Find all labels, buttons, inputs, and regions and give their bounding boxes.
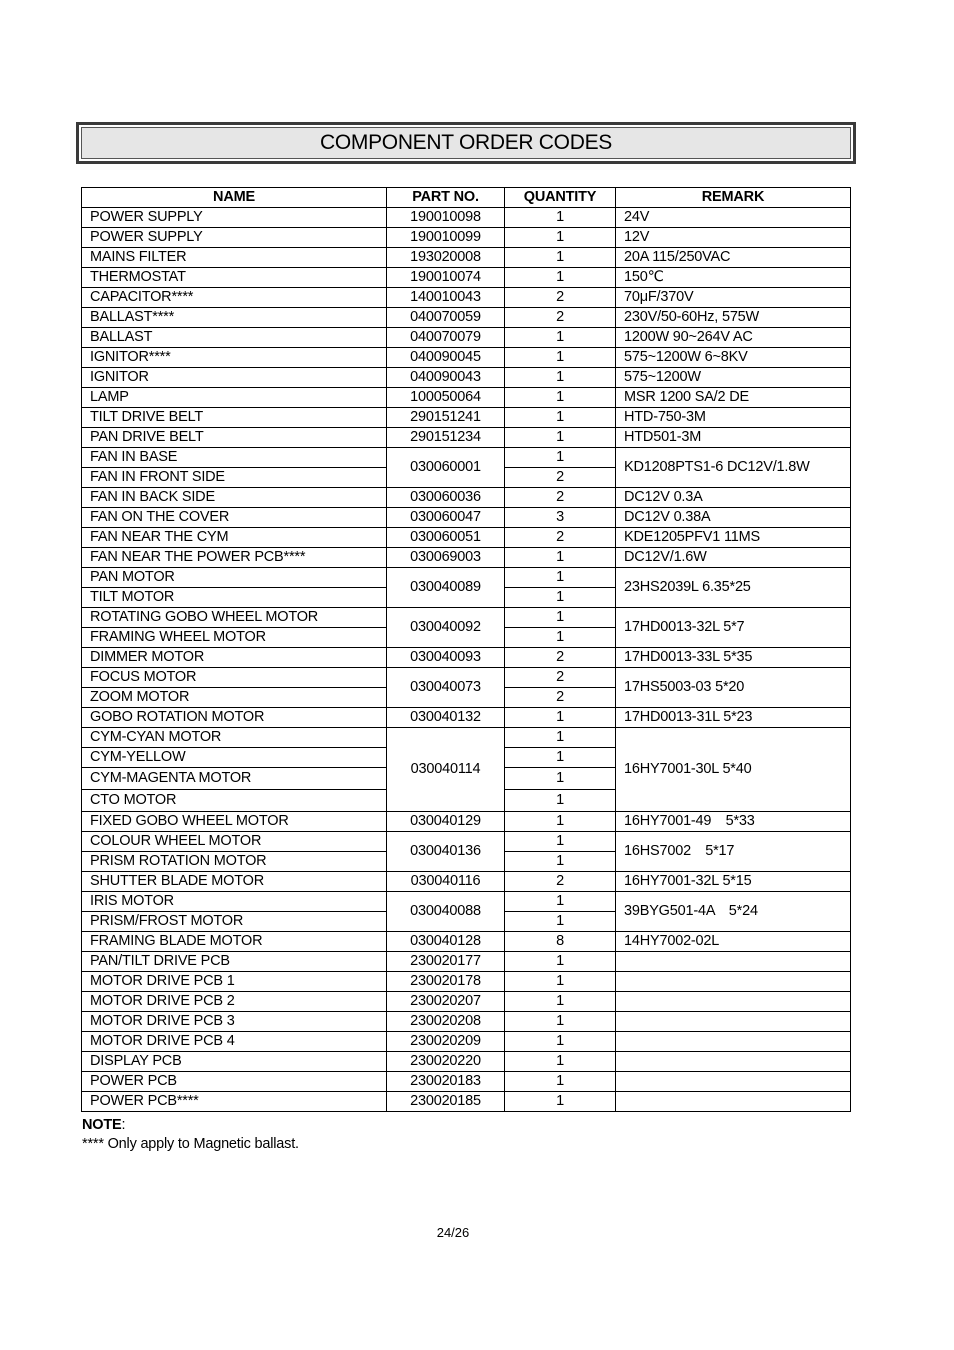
cell-part-no: 190010099	[387, 228, 505, 248]
cell-part-no: 040070079	[387, 328, 505, 348]
cell-part-no: 230020183	[387, 1072, 505, 1092]
cell-remark: 20A 115/250VAC	[616, 248, 851, 268]
cell-part-no: 030040116	[387, 872, 505, 892]
cell-name: IGNITOR****	[82, 348, 387, 368]
cell-name: DISPLAY PCB	[82, 1052, 387, 1072]
table-row	[82, 1012, 851, 1032]
cell-quantity: 1	[505, 972, 616, 992]
cell-remark: 24V	[616, 208, 851, 228]
cell-name: CYM-MAGENTA MOTOR	[82, 768, 387, 790]
table-row	[82, 268, 851, 288]
note-heading	[82, 1116, 299, 1135]
cell-quantity: 8	[505, 932, 616, 952]
cell-name: FAN ON THE COVER	[82, 508, 387, 528]
note-colon: :	[121, 1117, 126, 1133]
table-row	[82, 308, 851, 328]
cell-part-no: 230020207	[387, 992, 505, 1012]
table-row	[82, 408, 851, 428]
table-row	[82, 368, 851, 388]
cell-name: FAN IN BACK SIDE	[82, 488, 387, 508]
cell-part-no: 230020209	[387, 1032, 505, 1052]
note-text: **** Only apply to Magnetic ballast.	[82, 1136, 299, 1152]
page-number: 24/26	[436, 1225, 470, 1240]
cell-part-no: 290151241	[387, 408, 505, 428]
cell-name: POWER SUPPLY	[82, 228, 387, 248]
cell-quantity: 1	[505, 328, 616, 348]
cell-quantity: 1	[505, 708, 616, 728]
cell-part-no: 030060001	[387, 448, 505, 488]
cell-quantity: 2	[505, 308, 616, 328]
cell-remark: 16HY7001-49 5*33	[616, 812, 851, 832]
cell-name: ROTATING GOBO WHEEL MOTOR	[82, 608, 387, 628]
component-table	[81, 187, 851, 1112]
cell-part-no: 030040088	[387, 892, 505, 932]
table-row	[82, 1092, 851, 1112]
cell-remark: KD1208PTS1-6 DC12V/1.8W	[616, 448, 851, 488]
table-row	[82, 668, 851, 688]
cell-name: POWER SUPPLY	[82, 208, 387, 228]
cell-name: PAN/TILT DRIVE PCB	[82, 952, 387, 972]
cell-part-no: 230020178	[387, 972, 505, 992]
table-row	[82, 1072, 851, 1092]
cell-quantity: 1	[505, 1052, 616, 1072]
cell-quantity: 1	[505, 448, 616, 468]
cell-part-no: 230020208	[387, 1012, 505, 1032]
cell-quantity: 1	[505, 228, 616, 248]
cell-quantity: 1	[505, 728, 616, 748]
header-part-no: PART NO.	[387, 188, 505, 208]
cell-name: MOTOR DRIVE PCB 4	[82, 1032, 387, 1052]
cell-name: TILT DRIVE BELT	[82, 408, 387, 428]
cell-quantity: 1	[505, 892, 616, 912]
cell-remark: 16HY7001-32L 5*15	[616, 872, 851, 892]
table-row	[82, 428, 851, 448]
cell-part-no: 030040114	[387, 728, 505, 812]
cell-name: PRISM/FROST MOTOR	[82, 912, 387, 932]
cell-part-no: 040090043	[387, 368, 505, 388]
cell-remark	[616, 1072, 851, 1092]
cell-remark: 575~1200W	[616, 368, 851, 388]
table-row	[82, 248, 851, 268]
cell-part-no: 030040136	[387, 832, 505, 872]
cell-name: BALLAST****	[82, 308, 387, 328]
table-row	[82, 228, 851, 248]
cell-name: POWER PCB	[82, 1072, 387, 1092]
cell-part-no: 030069003	[387, 548, 505, 568]
table-row	[82, 608, 851, 628]
cell-name: FRAMING BLADE MOTOR	[82, 932, 387, 952]
cell-part-no: 140010043	[387, 288, 505, 308]
cell-remark	[616, 992, 851, 1012]
table-row	[82, 508, 851, 528]
cell-remark: 70μF/370V	[616, 288, 851, 308]
cell-name: CTO MOTOR	[82, 790, 387, 812]
cell-remark: 23HS2039L 6.35*25	[616, 568, 851, 608]
cell-name: MOTOR DRIVE PCB 3	[82, 1012, 387, 1032]
cell-remark	[616, 952, 851, 972]
cell-part-no: 030060047	[387, 508, 505, 528]
cell-name: DIMMER MOTOR	[82, 648, 387, 668]
cell-name: FAN NEAR THE POWER PCB****	[82, 548, 387, 568]
title-box	[76, 122, 856, 164]
cell-quantity: 2	[505, 872, 616, 892]
table-row	[82, 288, 851, 308]
table-row	[82, 208, 851, 228]
cell-remark: KDE1205PFV1 11MS	[616, 528, 851, 548]
cell-part-no: 030060036	[387, 488, 505, 508]
cell-part-no: 230020220	[387, 1052, 505, 1072]
page-title: COMPONENT ORDER CODES	[81, 127, 851, 159]
cell-quantity: 2	[505, 488, 616, 508]
cell-quantity: 2	[505, 668, 616, 688]
table-row	[82, 708, 851, 728]
cell-quantity: 1	[505, 548, 616, 568]
cell-part-no: 100050064	[387, 388, 505, 408]
cell-name: ZOOM MOTOR	[82, 688, 387, 708]
cell-part-no: 190010074	[387, 268, 505, 288]
cell-quantity: 1	[505, 768, 616, 790]
cell-remark: HTD501-3M	[616, 428, 851, 448]
table-row	[82, 992, 851, 1012]
cell-name: CAPACITOR****	[82, 288, 387, 308]
cell-quantity: 1	[505, 1092, 616, 1112]
cell-name: FOCUS MOTOR	[82, 668, 387, 688]
cell-quantity: 1	[505, 348, 616, 368]
cell-quantity: 1	[505, 832, 616, 852]
cell-part-no: 030040092	[387, 608, 505, 648]
cell-name: PAN MOTOR	[82, 568, 387, 588]
cell-name: MOTOR DRIVE PCB 1	[82, 972, 387, 992]
header-name: NAME	[82, 188, 387, 208]
cell-remark: 575~1200W 6~8KV	[616, 348, 851, 368]
cell-quantity: 1	[505, 952, 616, 972]
cell-remark: DC12V 0.3A	[616, 488, 851, 508]
table-row	[82, 728, 851, 748]
table-row	[82, 872, 851, 892]
table-row	[82, 528, 851, 548]
cell-quantity: 1	[505, 588, 616, 608]
table-row	[82, 488, 851, 508]
cell-quantity: 1	[505, 408, 616, 428]
cell-quantity: 1	[505, 368, 616, 388]
cell-remark: 16HS7002 5*17	[616, 832, 851, 872]
cell-name: FIXED GOBO WHEEL MOTOR	[82, 812, 387, 832]
cell-part-no: 040070059	[387, 308, 505, 328]
cell-quantity: 2	[505, 648, 616, 668]
cell-quantity: 2	[505, 468, 616, 488]
cell-name: FAN NEAR THE CYM	[82, 528, 387, 548]
cell-remark	[616, 1012, 851, 1032]
cell-name: IRIS MOTOR	[82, 892, 387, 912]
cell-quantity: 1	[505, 608, 616, 628]
cell-name: THERMOSTAT	[82, 268, 387, 288]
cell-remark: 230V/50-60Hz, 575W	[616, 308, 851, 328]
cell-name: IGNITOR	[82, 368, 387, 388]
cell-name: CYM-YELLOW	[82, 748, 387, 768]
cell-remark: 17HD0013-31L 5*23	[616, 708, 851, 728]
table-row	[82, 972, 851, 992]
cell-name: FAN IN BASE	[82, 448, 387, 468]
table-row	[82, 328, 851, 348]
cell-quantity: 1	[505, 992, 616, 1012]
cell-part-no: 030040089	[387, 568, 505, 608]
cell-part-no: 030040093	[387, 648, 505, 668]
cell-name: FAN IN FRONT SIDE	[82, 468, 387, 488]
table-row	[82, 812, 851, 832]
cell-part-no: 030040128	[387, 932, 505, 952]
cell-remark: 12V	[616, 228, 851, 248]
cell-part-no: 193020008	[387, 248, 505, 268]
table-row	[82, 568, 851, 588]
cell-part-no: 230020177	[387, 952, 505, 972]
cell-part-no: 040090045	[387, 348, 505, 368]
cell-name: POWER PCB****	[82, 1092, 387, 1112]
table-row	[82, 892, 851, 912]
cell-name: PAN DRIVE BELT	[82, 428, 387, 448]
table-row	[82, 548, 851, 568]
cell-name: MOTOR DRIVE PCB 2	[82, 992, 387, 1012]
cell-remark	[616, 1052, 851, 1072]
cell-quantity: 2	[505, 528, 616, 548]
cell-remark: 150℃	[616, 268, 851, 288]
table-row	[82, 1052, 851, 1072]
cell-quantity: 2	[505, 688, 616, 708]
cell-part-no: 030060051	[387, 528, 505, 548]
note	[82, 1116, 299, 1154]
table-row	[82, 1032, 851, 1052]
cell-name: GOBO ROTATION MOTOR	[82, 708, 387, 728]
cell-name: SHUTTER BLADE MOTOR	[82, 872, 387, 892]
cell-quantity: 3	[505, 508, 616, 528]
cell-part-no: 030040073	[387, 668, 505, 708]
table-row	[82, 388, 851, 408]
cell-name: TILT MOTOR	[82, 588, 387, 608]
cell-remark: DC12V 0.38A	[616, 508, 851, 528]
cell-name: COLOUR WHEEL MOTOR	[82, 832, 387, 852]
cell-quantity: 1	[505, 790, 616, 812]
note-label: NOTE	[82, 1117, 122, 1133]
cell-part-no: 190010098	[387, 208, 505, 228]
table-row	[82, 448, 851, 468]
cell-remark: 17HS5003-03 5*20	[616, 668, 851, 708]
cell-remark	[616, 1032, 851, 1052]
cell-quantity: 1	[505, 912, 616, 932]
table-header-row	[82, 188, 851, 208]
table-row	[82, 952, 851, 972]
cell-remark: 16HY7001-30L 5*40	[616, 728, 851, 812]
cell-part-no: 030040132	[387, 708, 505, 728]
table-row	[82, 932, 851, 952]
cell-quantity: 1	[505, 208, 616, 228]
cell-quantity: 1	[505, 852, 616, 872]
cell-remark: 17HD0013-32L 5*7	[616, 608, 851, 648]
cell-remark	[616, 1092, 851, 1112]
cell-remark: 39BYG501-4A 5*24	[616, 892, 851, 932]
cell-remark: DC12V/1.6W	[616, 548, 851, 568]
cell-quantity: 1	[505, 428, 616, 448]
cell-quantity: 1	[505, 1012, 616, 1032]
table-row	[82, 648, 851, 668]
cell-remark	[616, 972, 851, 992]
cell-remark: 17HD0013-33L 5*35	[616, 648, 851, 668]
cell-remark: MSR 1200 SA/2 DE	[616, 388, 851, 408]
cell-quantity: 1	[505, 812, 616, 832]
cell-quantity: 1	[505, 248, 616, 268]
cell-remark: HTD-750-3M	[616, 408, 851, 428]
cell-part-no: 030040129	[387, 812, 505, 832]
table-row	[82, 348, 851, 368]
cell-quantity: 1	[505, 388, 616, 408]
cell-name: BALLAST	[82, 328, 387, 348]
cell-name: FRAMING WHEEL MOTOR	[82, 628, 387, 648]
cell-remark: 1200W 90~264V AC	[616, 328, 851, 348]
cell-quantity: 1	[505, 568, 616, 588]
cell-part-no: 230020185	[387, 1092, 505, 1112]
cell-remark: 14HY7002-02L	[616, 932, 851, 952]
cell-quantity: 1	[505, 1072, 616, 1092]
cell-name: CYM-CYAN MOTOR	[82, 728, 387, 748]
cell-quantity: 1	[505, 748, 616, 768]
cell-quantity: 2	[505, 288, 616, 308]
cell-quantity: 1	[505, 268, 616, 288]
cell-quantity: 1	[505, 628, 616, 648]
header-quantity: QUANTITY	[505, 188, 616, 208]
cell-name: PRISM ROTATION MOTOR	[82, 852, 387, 872]
cell-name: MAINS FILTER	[82, 248, 387, 268]
header-remark: REMARK	[616, 188, 851, 208]
cell-part-no: 290151234	[387, 428, 505, 448]
cell-quantity: 1	[505, 1032, 616, 1052]
table-row	[82, 832, 851, 852]
cell-name: LAMP	[82, 388, 387, 408]
